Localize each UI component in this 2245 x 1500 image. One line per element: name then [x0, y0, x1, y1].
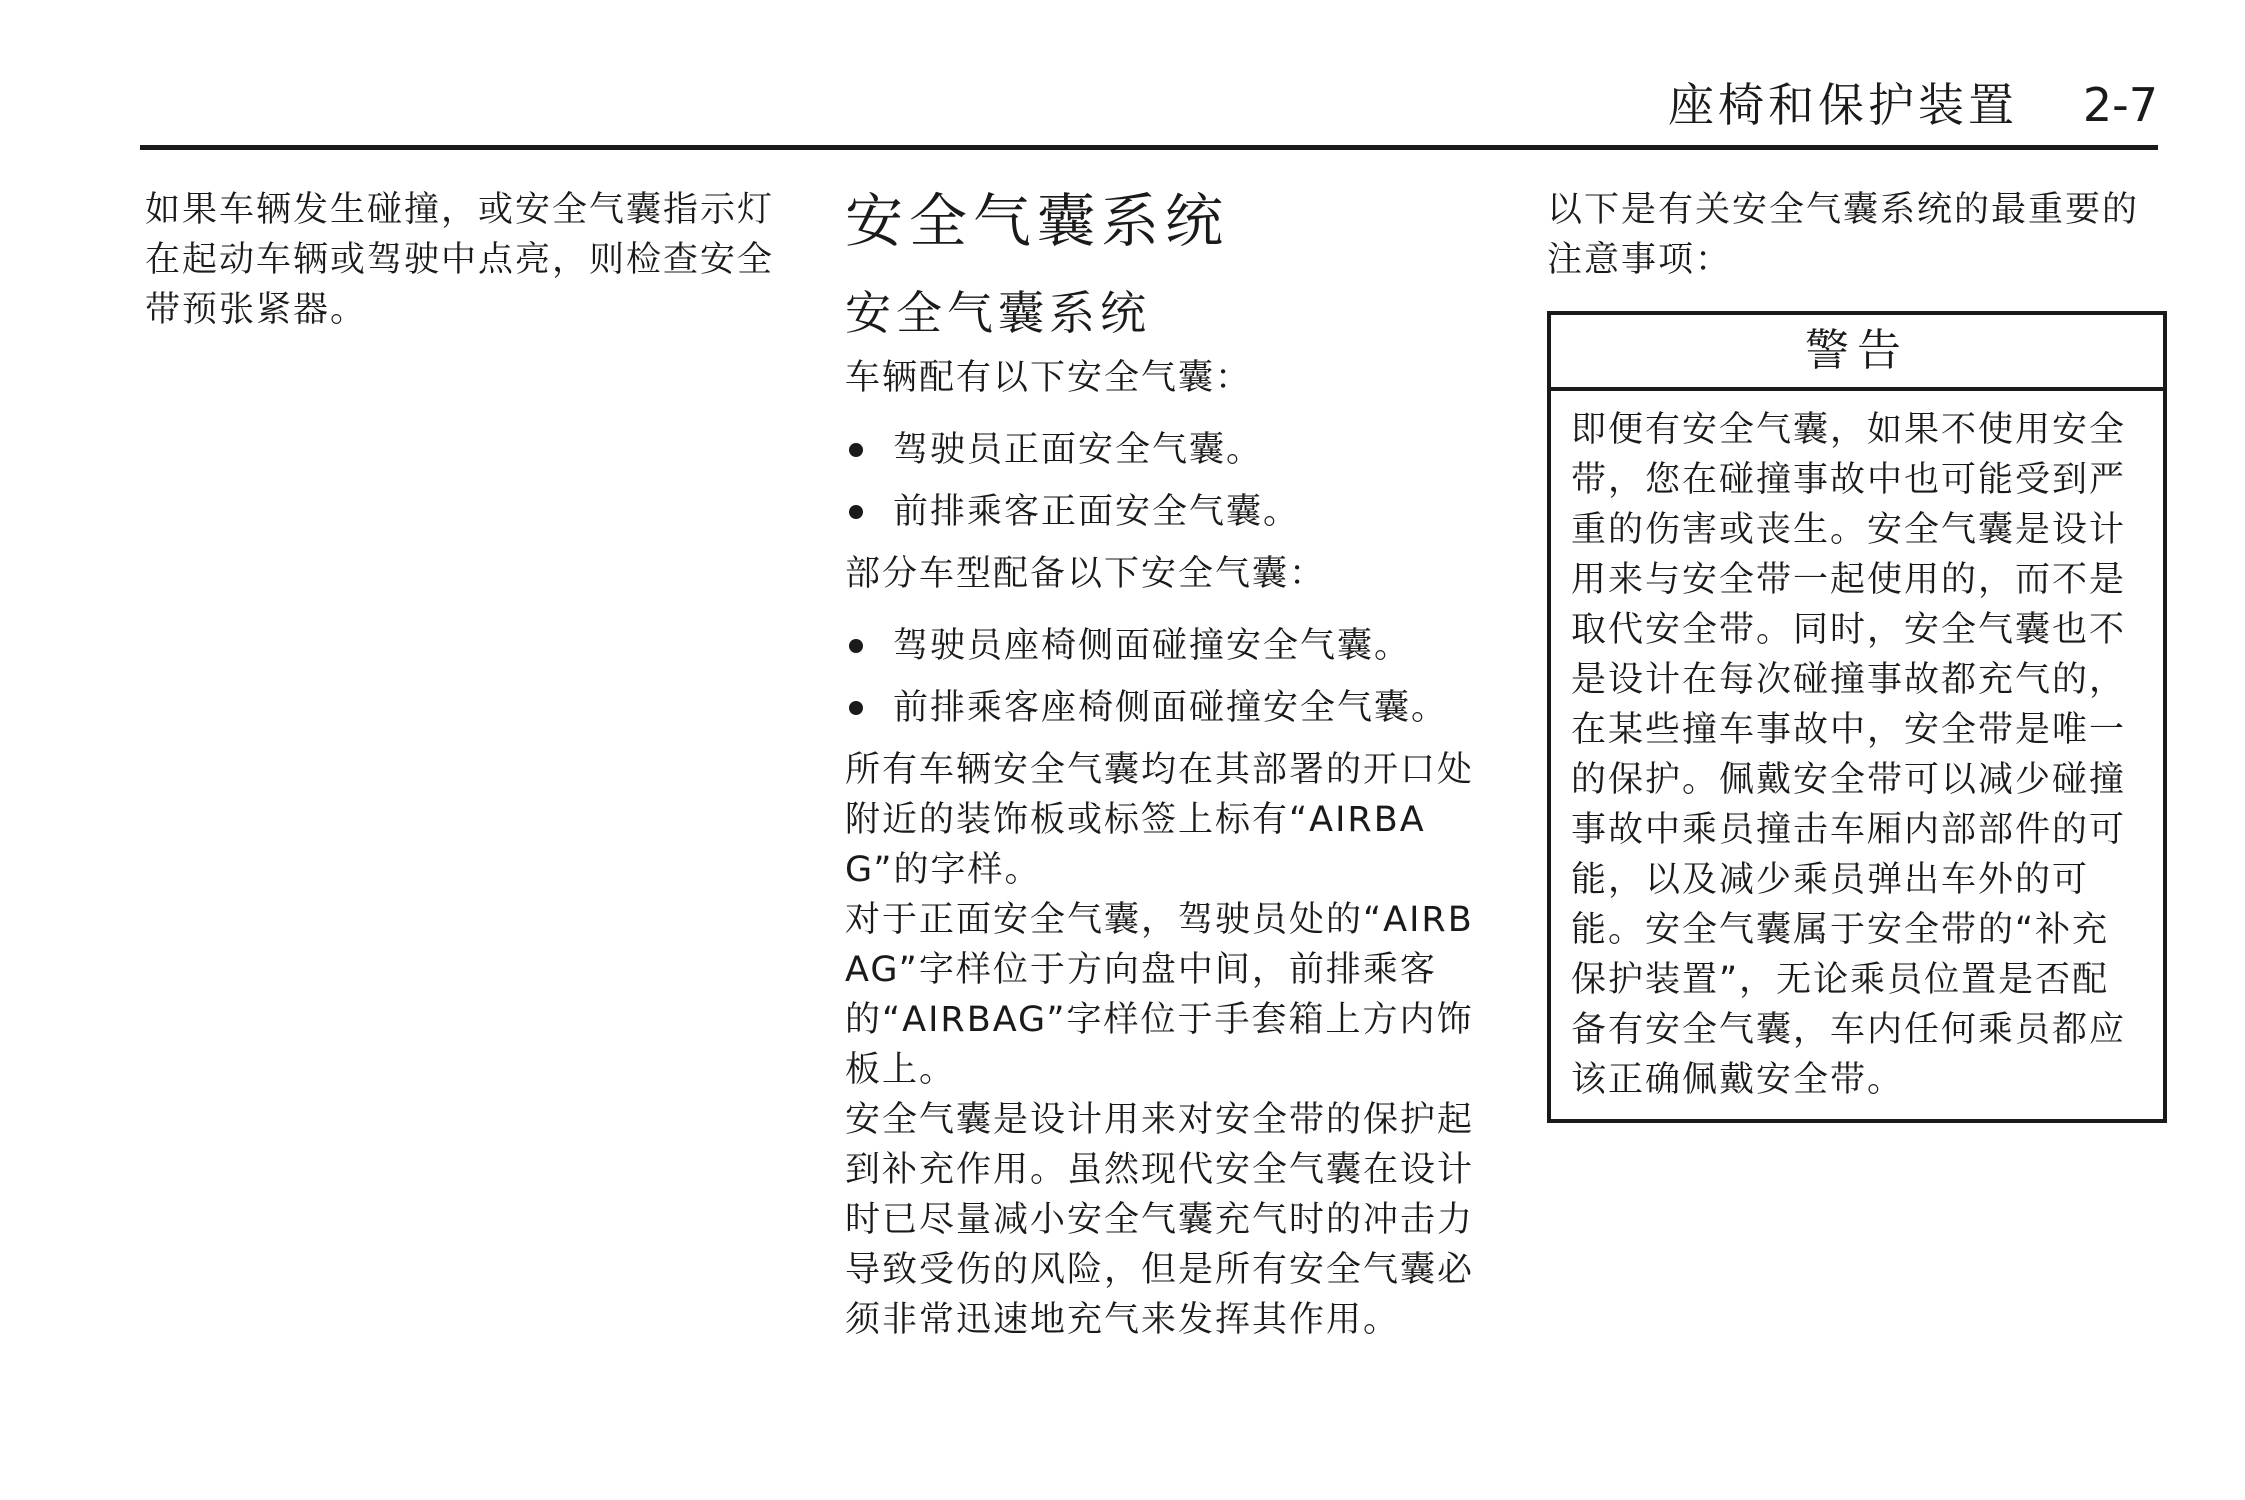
list-item: 驾驶员座椅侧面碰撞安全气囊。: [845, 621, 1485, 671]
list-item: 前排乘客正面安全气囊。: [845, 487, 1485, 537]
warning-box: [1547, 311, 2167, 1123]
optional-airbag-intro-text: 部分车型配备以下安全气囊：: [845, 554, 1327, 594]
bullet-icon: [849, 443, 863, 457]
right-column: [1547, 185, 2162, 1123]
airbag-intro-text: 车辆配有以下安全气囊：: [845, 358, 1253, 398]
page-number: 2-7: [2082, 78, 2158, 132]
list-item: 前排乘客座椅侧面碰撞安全气囊。: [845, 683, 1485, 733]
section-heading: 安全气囊系统: [845, 187, 1230, 255]
bullet-icon: [849, 639, 863, 653]
middle-column: [845, 185, 1485, 1345]
section-title: 座椅和保护装置: [1668, 78, 2018, 132]
page-header: [140, 70, 2158, 150]
airbag-purpose-paragraph: 安全气囊是设计用来对安全带的保护起到补充作用。虽然现代安全气囊在设计时已尽量减小安全气囊充气时的冲击力导致受伤的风险，但是所有安全气囊必须非常迅速地充气来发挥其作用。: [845, 1100, 1475, 1340]
pretensioner-check-paragraph: 如果车辆发生碰撞，或安全气囊指示灯在起动车辆或驾驶中点亮，则检查安全带预张紧器。: [145, 190, 775, 330]
airbag-location-paragraph: 对于正面安全气囊，驾驶员处的“AIRBAG”字样位于方向盘中间，前排乘客的“AIRBAG”字样位于手套箱上方内饰板上。: [845, 900, 1474, 1090]
important-notes-intro: 以下是有关安全气囊系统的最重要的注意事项：: [1547, 190, 2140, 280]
bullet-icon: [849, 701, 863, 715]
subsection-heading: 安全气囊系统: [845, 286, 1151, 340]
standard-airbag-list: [845, 425, 1485, 537]
airbag-label-paragraph: 所有车辆安全气囊均在其部署的开口处附近的装饰板或标签上标有“AIRBAG”的字样。: [845, 750, 1475, 890]
bullet-icon: [849, 505, 863, 519]
warning-title: 警告: [1551, 315, 2163, 391]
left-column: [145, 185, 785, 335]
optional-airbag-list: [845, 621, 1485, 733]
warning-body: 即便有安全气囊，如果不使用安全带，您在碰撞事故中也可能受到严重的伤害或丧生。安全气囊是设计用来与安全带一起使用的，而不是取代安全带。同时，安全气囊也不是设计在每次碰撞事故都充气的，在某些撞车事故中，安全带是唯一的保护。佩戴安全带可以减少碰撞事故中乘员撞击车厢内部部件的可能，以及减少乘员弹出车外的可能。安全气囊属于安全带的“补充保护装置”，无论乘员位置是否配备有安全气囊，车内任何乘员都应该正确佩戴安全带。: [1571, 410, 2127, 1100]
list-item: 驾驶员正面安全气囊。: [845, 425, 1485, 475]
